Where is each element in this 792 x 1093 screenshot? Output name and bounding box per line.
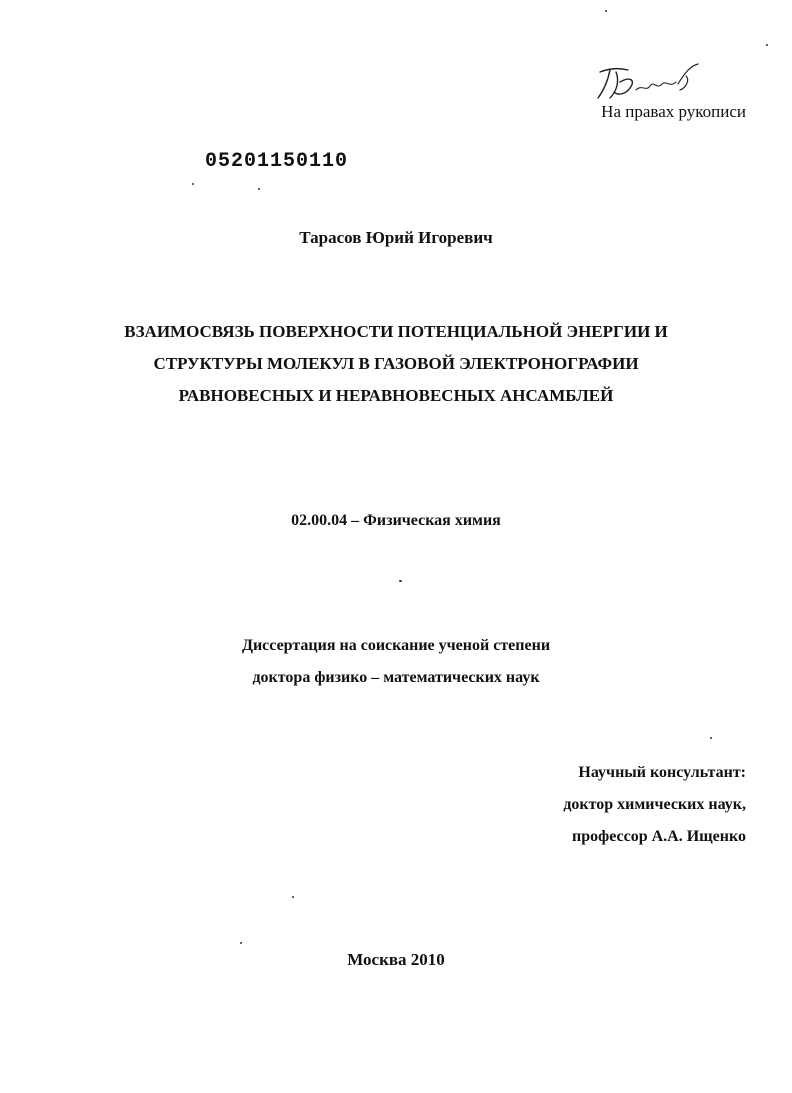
thesis-title-line-1: ВЗАИМОСВЯЗЬ ПОВЕРХНОСТИ ПОТЕНЦИАЛЬНОЙ ЭНЕРГИИ И [124,322,668,341]
consultant-label: Научный консультант: [578,764,746,781]
rights-note: На правах рукописи [601,102,746,121]
dissertation-line-2: доктора физико – математических наук [252,669,540,686]
scan-speck [258,188,260,190]
scan-speck [192,183,194,185]
scan-speck [399,580,402,582]
thesis-title-line-2: СТРУКТУРЫ МОЛЕКУЛ В ГАЗОВОЙ ЭЛЕКТРОНОГРАФИИ [153,354,639,373]
dissertation-line-1: Диссертация на соискание ученой степени [241,637,551,654]
scan-speck [710,737,712,739]
author-name: Тарасов Юрий Игоревич [299,228,493,247]
scan-speck [605,10,607,12]
city-year: Москва 2010 [347,950,445,969]
scan-speck [766,44,768,46]
consultant-name: профессор А.А. Ищенко [572,828,746,845]
specialty-code: 02.00.04 – Физическая химия [291,512,501,529]
handwritten-signature [590,62,710,106]
scan-speck [240,942,242,944]
thesis-title-line-3: РАВНОВЕСНЫХ И НЕРАВНОВЕСНЫХ АНСАМБЛЕЙ [178,386,614,405]
scan-speck [292,896,294,898]
serial-number: 05201150110 [205,150,349,173]
consultant-degree: доктор химических наук, [563,796,746,813]
